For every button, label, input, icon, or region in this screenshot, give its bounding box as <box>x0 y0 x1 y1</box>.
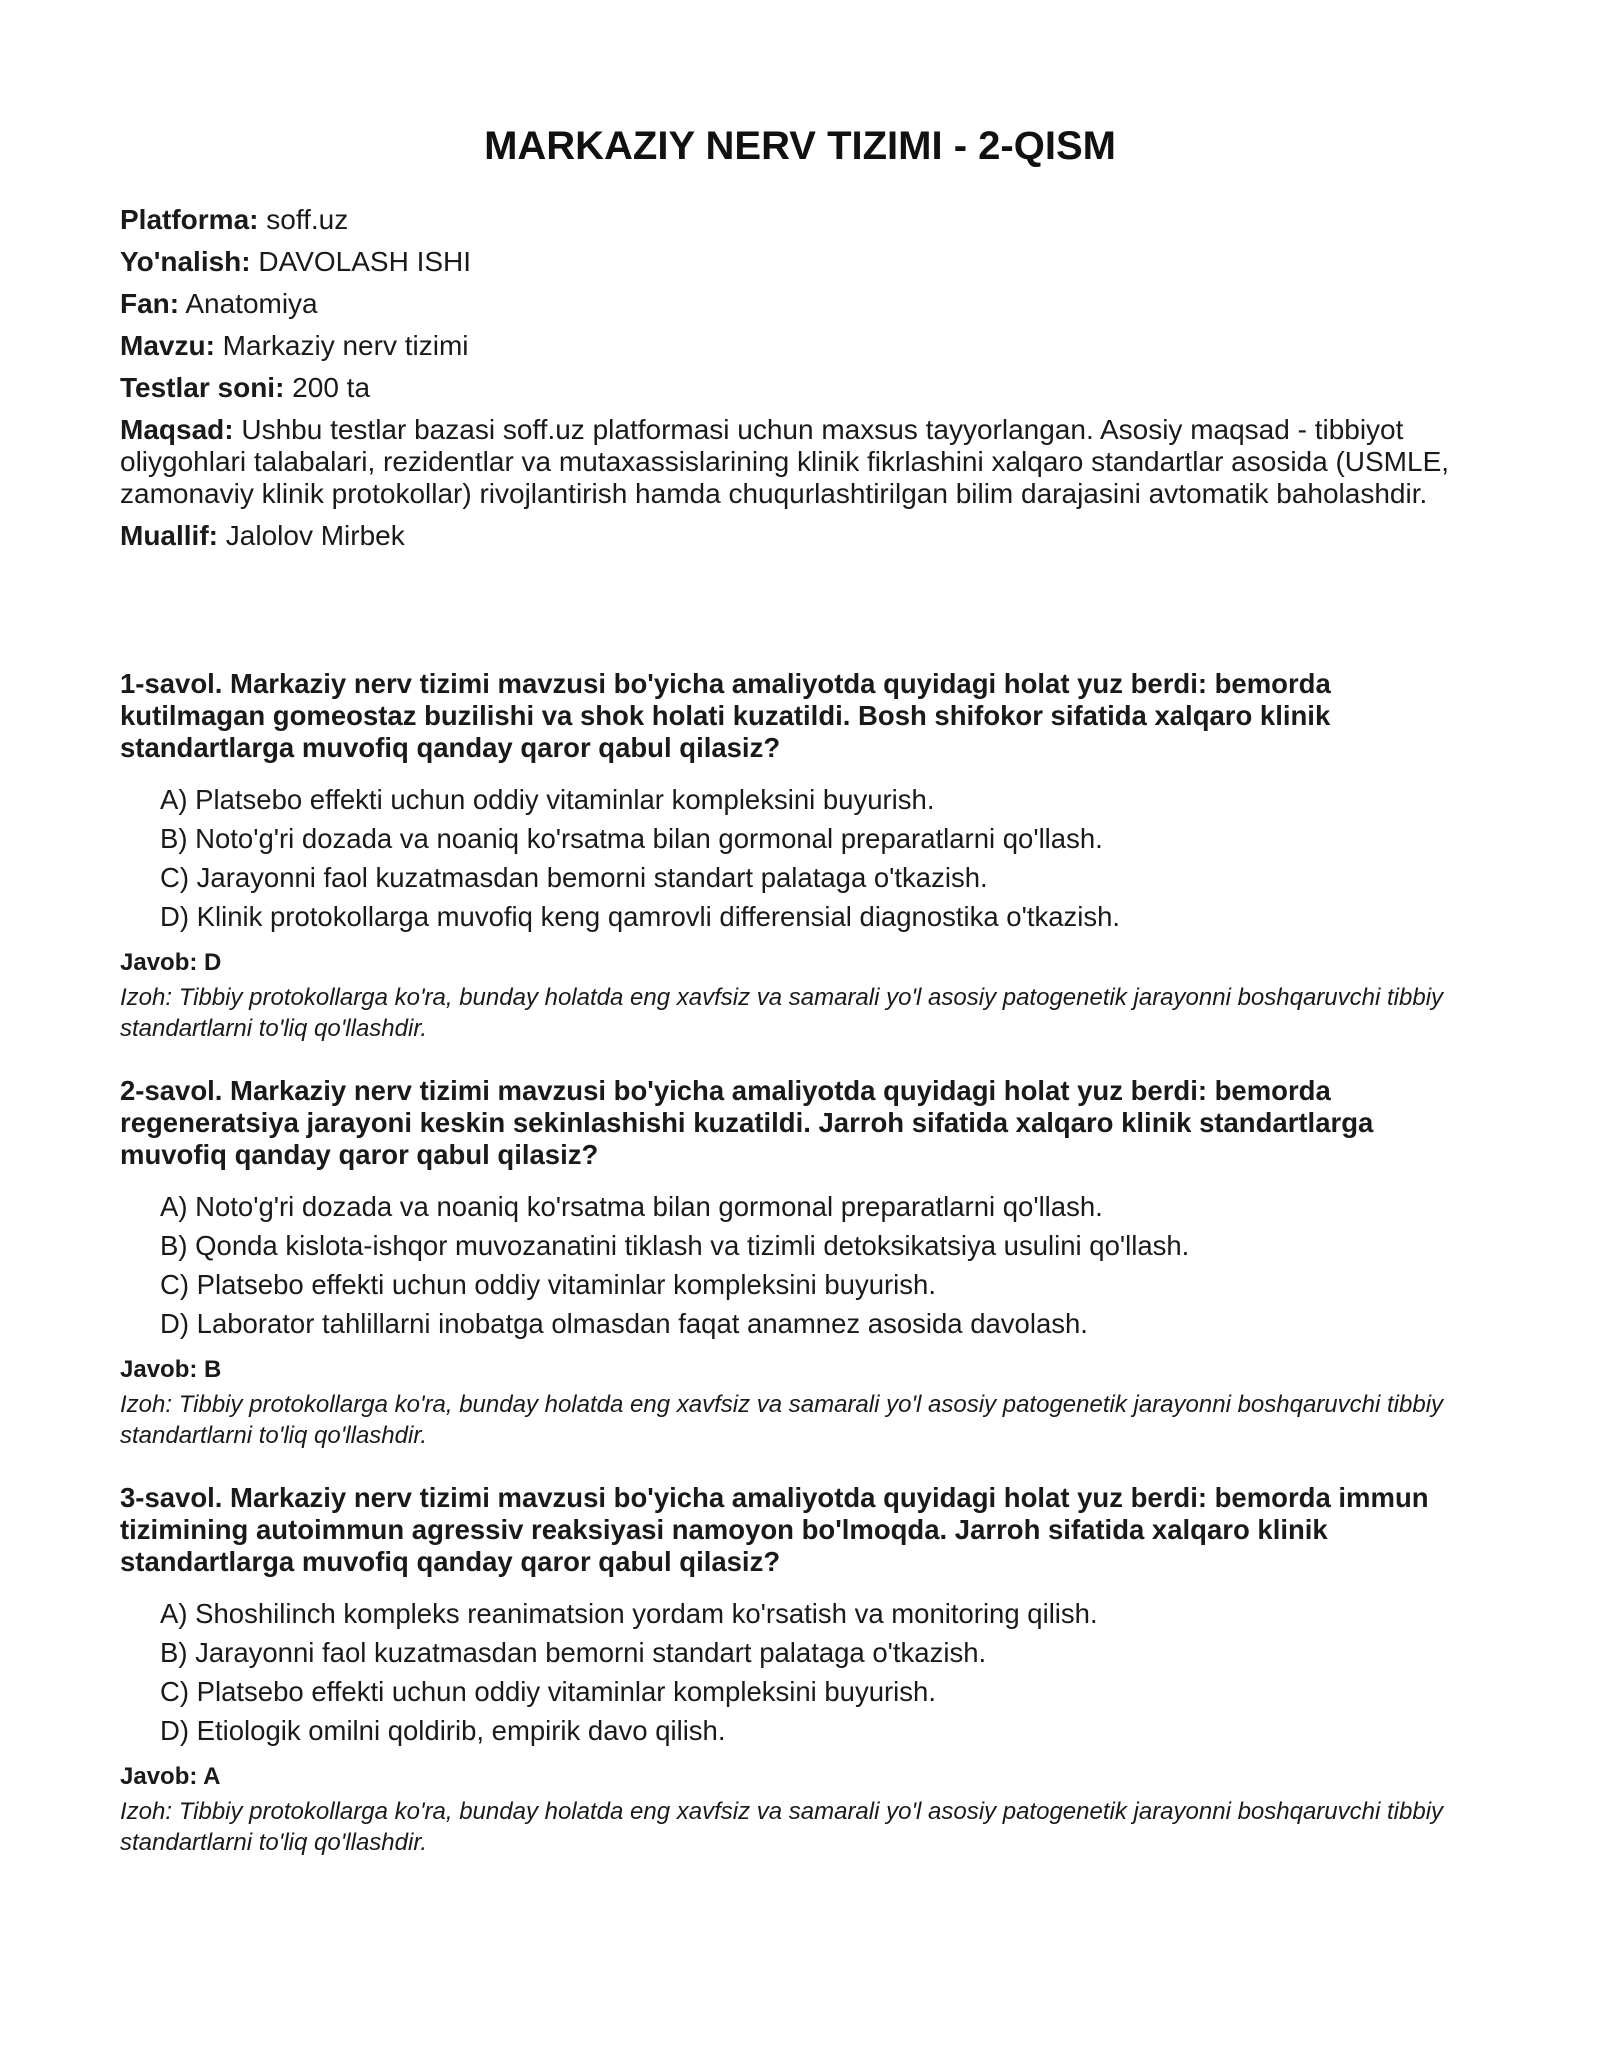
option-b: B) Jarayonni faol kuzatmasdan bemorni standart palataga o'tkazish. <box>160 1637 987 1668</box>
option-d: D) Klinik protokollarga muvofiq keng qamrovli differensial diagnostika o'tkazish. <box>160 901 1121 932</box>
meta-value: Anatomiya <box>179 288 318 319</box>
explanation: Izoh: Tibbiy protokollarga ko'ra, bunday holatda eng xavfsiz va samarali yo'l asosiy patogenetik jarayonni boshqaruvchi tibbiy standartlarni to'liq qo'llashdir. <box>120 1391 1444 1449</box>
question-2 <box>120 1075 1460 1451</box>
meta-direction <box>120 246 1460 278</box>
meta-label: Fan: <box>120 288 180 319</box>
meta-value: Markaziy nerv tizimi <box>214 330 469 361</box>
answer-key: Javob: A <box>120 1763 221 1790</box>
meta-test-count <box>120 372 1460 404</box>
meta-value: 200 ta <box>284 372 371 403</box>
document-title: MARKAZIY NERV TIZIMI - 2-QISM <box>484 124 1116 168</box>
meta-value: soff.uz <box>258 204 349 235</box>
meta-label: Mavzu: <box>120 330 215 361</box>
question-1 <box>120 668 1460 1044</box>
option-a: A) Shoshilinch kompleks reanimatsion yordam ko'rsatish va monitoring qilish. <box>160 1598 1098 1629</box>
option-d: D) Etiologik omilni qoldirib, empirik davo qilish. <box>160 1715 726 1746</box>
option-b: B) Noto'g'ri dozada va noaniq ko'rsatma bilan gormonal preparatlarni qo'llash. <box>160 823 1103 854</box>
meta-author <box>120 520 1460 552</box>
question-3 <box>120 1482 1460 1858</box>
meta-label: Muallif: <box>120 520 218 551</box>
question-text: 3-savol. Markaziy nerv tizimi mavzusi bo'yicha amaliyotda quyidagi holat yuz berdi: bemorda immun tizimining autoimmun agressiv reaksiyasi namoyon bo'lmoqda. Jarroh sifatida xalqaro klinik standartlarga muvofiq qanday qaror qabul qilasiz? <box>120 1482 1429 1577</box>
meta-topic <box>120 330 1460 362</box>
answer-key: Javob: B <box>120 1356 222 1383</box>
meta-label: Maqsad: <box>120 414 234 445</box>
meta-value: Jalolov Mirbek <box>218 520 405 551</box>
meta-value: DAVOLASH ISHI <box>250 246 472 277</box>
question-text: 1-savol. Markaziy nerv tizimi mavzusi bo'yicha amaliyotda quyidagi holat yuz berdi: bemorda kutilmagan gomeostaz buzilishi va shok holati kuzatildi. Bosh shifokor sifatida xalqaro klinik standartlarga muvofiq qanday qaror qabul qilasiz? <box>120 668 1331 763</box>
option-c: C) Jarayonni faol kuzatmasdan bemorni standart palataga o'tkazish. <box>160 862 988 893</box>
meta-label: Testlar soni: <box>120 372 285 403</box>
question-text: 2-savol. Markaziy nerv tizimi mavzusi bo'yicha amaliyotda quyidagi holat yuz berdi: bemorda regeneratsiya jarayoni keskin sekinlashishi kuzatildi. Jarroh sifatida xalqaro klinik standartlarga muvofiq qanday qaror qabul qilasiz? <box>120 1075 1374 1170</box>
option-c: C) Platsebo effekti uchun oddiy vitaminlar kompleksini buyurish. <box>160 1676 936 1707</box>
option-d: D) Laborator tahlillarni inobatga olmasdan faqat anamnez asosida davolash. <box>160 1308 1088 1339</box>
meta-purpose <box>120 414 1460 510</box>
meta-label: Platforma: <box>120 204 259 235</box>
option-a: A) Noto'g'ri dozada va noaniq ko'rsatma bilan gormonal preparatlarni qo'llash. <box>160 1191 1103 1222</box>
metadata-block <box>120 204 1460 562</box>
explanation: Izoh: Tibbiy protokollarga ko'ra, bunday holatda eng xavfsiz va samarali yo'l asosiy patogenetik jarayonni boshqaruvchi tibbiy standartlarni to'liq qo'llashdir. <box>120 984 1444 1042</box>
option-b: B) Qonda kislota-ishqor muvozanatini tiklash va tizimli detoksikatsiya usulini qo'llash. <box>160 1230 1190 1261</box>
meta-value: Ushbu testlar bazasi soff.uz platformasi uchun maxsus tayyorlangan. Asosiy maqsad - tibbiyot oliygohlari talabalari, rezidentlar va mutaxassislarining klinik fikrlashini xalqaro standartlar asosida (USMLE, zamonaviy klinik protokollar) rivojlantirish hamda chuqurlashtirilgan bilim darajasini avtomatik baholashdir. <box>120 414 1450 509</box>
answer-key: Javob: D <box>120 949 222 976</box>
option-c: C) Platsebo effekti uchun oddiy vitaminlar kompleksini buyurish. <box>160 1269 936 1300</box>
meta-platform <box>120 204 1460 236</box>
option-a: A) Platsebo effekti uchun oddiy vitaminlar kompleksini buyurish. <box>160 784 935 815</box>
explanation: Izoh: Tibbiy protokollarga ko'ra, bunday holatda eng xavfsiz va samarali yo'l asosiy patogenetik jarayonni boshqaruvchi tibbiy standartlarni to'liq qo'llashdir. <box>120 1798 1444 1856</box>
meta-subject <box>120 288 1460 320</box>
meta-label: Yo'nalish: <box>120 246 251 277</box>
